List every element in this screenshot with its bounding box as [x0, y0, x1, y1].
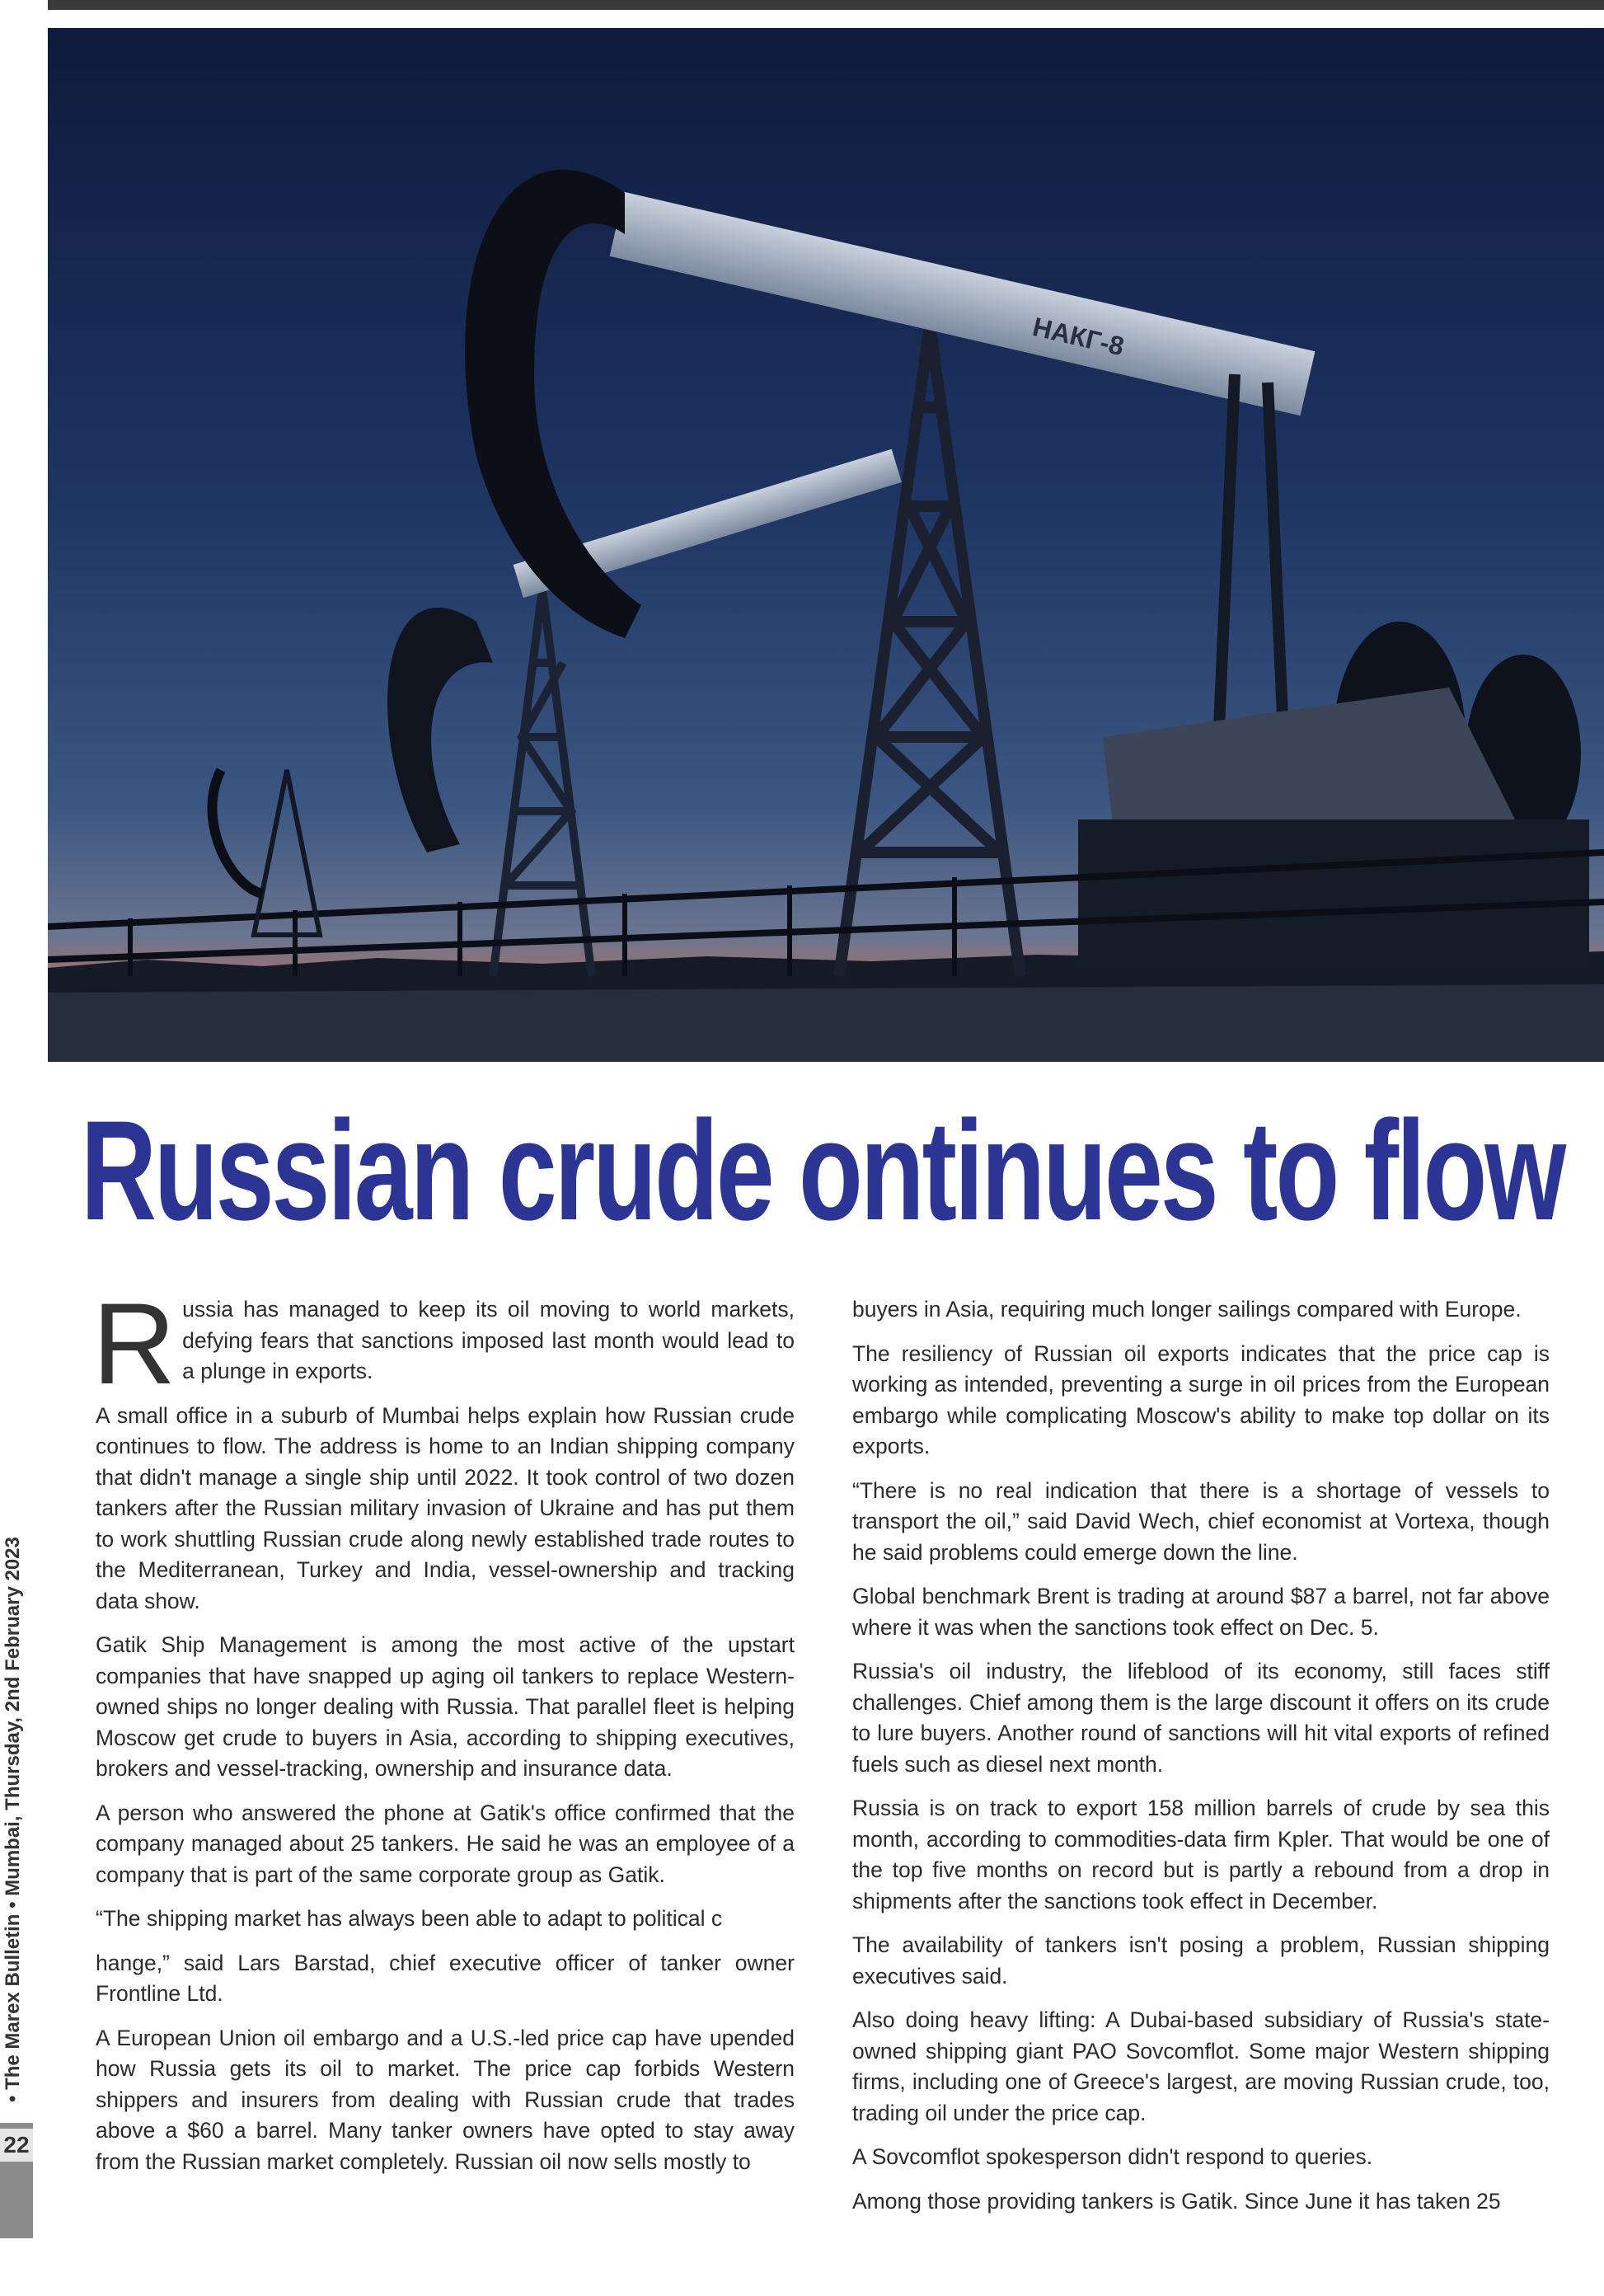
- article-column-right: [852, 1294, 1550, 2230]
- pumpjack-illustration: [48, 28, 1604, 1062]
- article-paragraph: Also doing heavy lifting: A Dubai-based subsidiary of Russia's state-owned shipping giant PAO Sovcomflot. Some major Western shipping firms, including one of Greece's largest, are moving Russian crude, too, trading oil under the price cap.: [852, 2007, 1550, 2125]
- article-paragraph: “There is no real indication that there is a shortage of vessels to transport the oil,” said David Wech, chief economist at Vortexa, though he said problems could emerge down the line.: [852, 1477, 1550, 1565]
- top-rule: [48, 0, 1604, 10]
- article-paragraph: The resiliency of Russian oil exports indicates that the price cap is working as intended, preventing a surge in oil prices from the European embargo while complicating Moscow's ability to make top dollar on its exports.: [852, 1341, 1550, 1458]
- svg-text:НАКГ-8: НАКГ-8: [1029, 312, 1128, 362]
- article-paragraph: Global benchmark Brent is trading at around $87 a barrel, not far above where it was when the sanctions took effect on Dec. 5.: [852, 1584, 1550, 1640]
- article-paragraph: Russia has managed to keep its oil moving to world markets, defying fears that sanctions imposed last month would lead to a plunge in exports.: [92, 1279, 795, 1408]
- article-paragraph: “The shipping market has always been able to adapt to political c: [96, 1906, 723, 1931]
- article-paragraph: Gatik Ship Management is among the most active of the upstart companies that have snapped up aging oil tankers to replace Western-owned ships no longer dealing with Russia. That parallel fleet is helping Moscow get crude to buyers in Asia, according to shipping executives, brokers and vessel-tracking, ownership and insurance data.: [96, 1632, 795, 1781]
- article-paragraph: Among those providing tankers is Gatik. Since June it has taken 25: [852, 2188, 1501, 2214]
- article-paragraph: A person who answered the phone at Gatik's office confirmed that the company managed about 25 tankers. He said he was an employee of a company that is part of the same corporate group as Gatik.: [96, 1800, 795, 1887]
- article-paragraph: hange,” said Lars Barstad, chief executive officer of tanker owner Frontline Ltd.: [96, 1950, 795, 2006]
- page-number: 22: [0, 2129, 33, 2162]
- article-paragraph: A European Union oil embargo and a U.S.-led price cap have upended how Russia gets its oil to market. The price cap forbids Western shippers and insurers from dealing with Russian crude that trades above a $60 a barrel. Many tanker owners have opted to stay away from the Russian market completely. Russian oil now sells mostly to: [96, 2025, 795, 2174]
- oil-pumpjack-photo: [48, 28, 1604, 1062]
- article-paragraph: Russia's oil industry, the lifeblood of its economy, still faces stiff challenges. Chief among them is the large discount it offers on its crude to lure buyers. Another round of sanctions will hit vital exports of refined fuels such as diesel next month.: [852, 1659, 1550, 1777]
- headline: Russian crude ontinues to flow: [81, 1092, 1564, 1250]
- drop-cap: R: [92, 1279, 176, 1408]
- article-paragraph: A Sovcomflot spokesperson didn't respond to queries.: [852, 2144, 1373, 2169]
- article-paragraph: Russia is on track to export 158 million barrels of crude by sea this month, according to commodities-data firm Kpler. That would be one of the top five months on record but is partly a rebound from a drop in shipments after the sanctions took effect in December.: [852, 1796, 1550, 1913]
- article-paragraph: The availability of tankers isn't posing a problem, Russian shipping executives said.: [852, 1932, 1550, 1988]
- article-paragraph: buyers in Asia, requiring much longer sailings compared with Europe.: [852, 1297, 1522, 1322]
- publication-sidebar: • The Marex Bulletin • Mumbai, Thursday, 2nd February 2023: [2, 1537, 24, 2102]
- article-column-left: [92, 1279, 795, 2190]
- article-paragraph: A small office in a suburb of Mumbai helps explain how Russian crude continues to flow. The address is home to an Indian shipping company that didn't manage a single ship until 2022. It took control of two dozen tankers after the Russian military invasion of Ukraine and has put them to work shuttling Russian crude along newly established trade routes to the Mediterranean, Turkey and India, vessel-ownership and tracking data show.: [96, 1402, 795, 1613]
